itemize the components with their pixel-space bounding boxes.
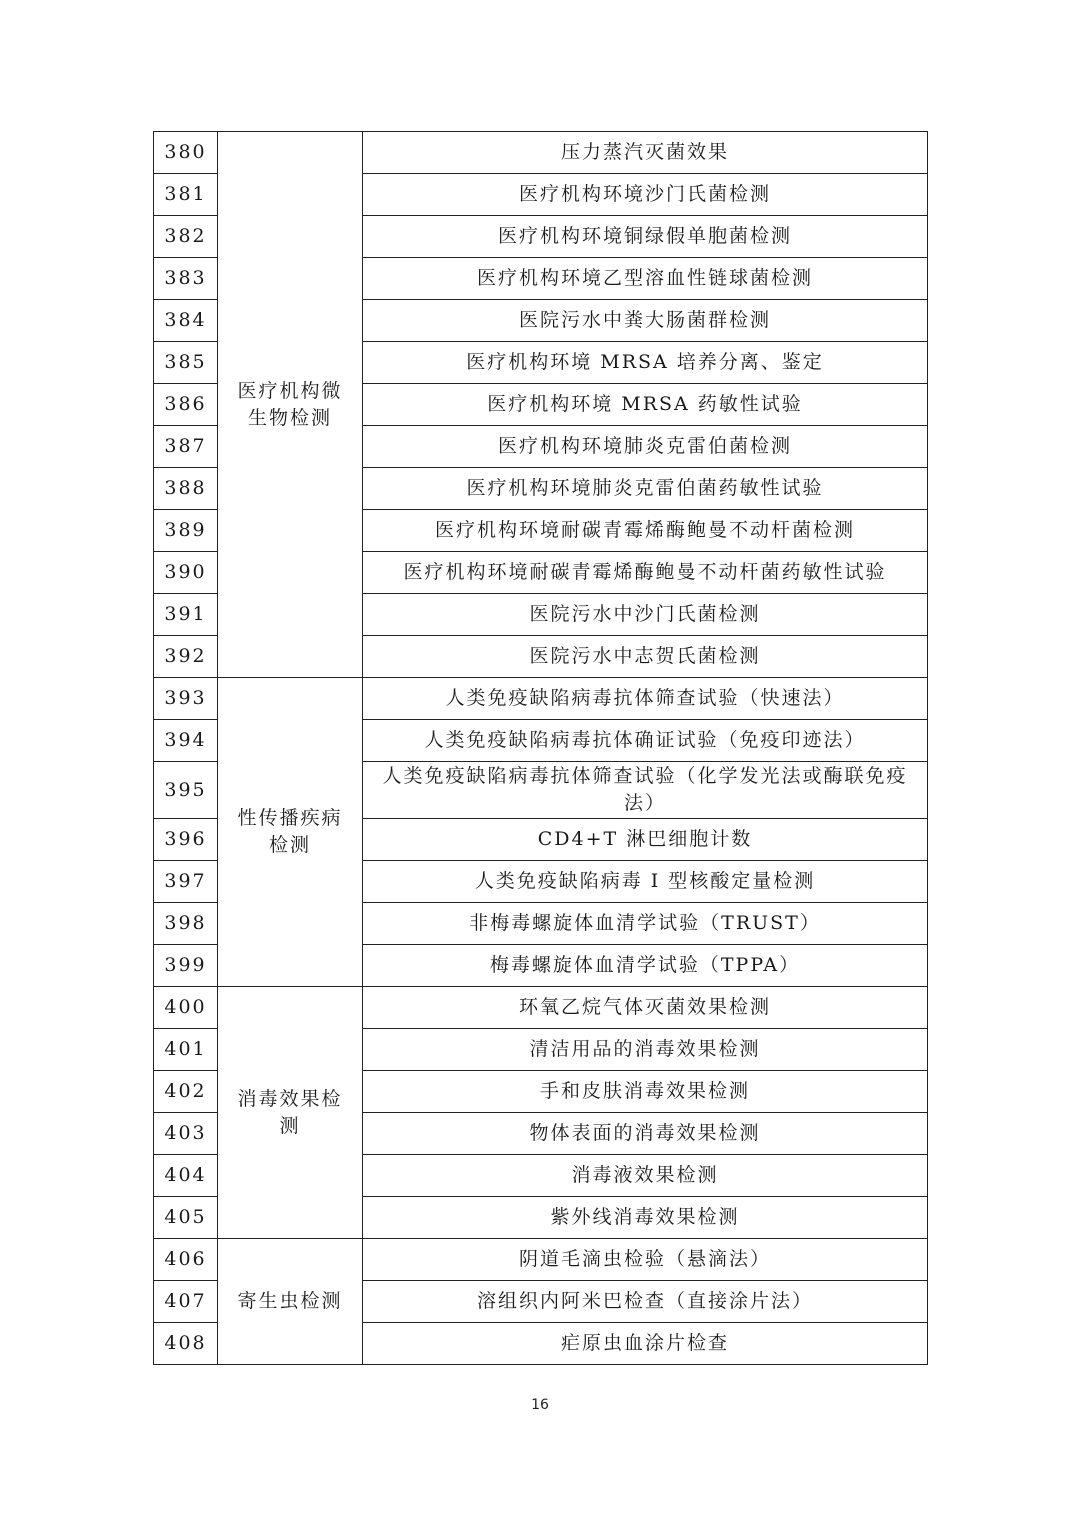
test-item: 医疗机构环境耐碳青霉烯酶鲍曼不动杆菌药敏性试验 — [363, 552, 928, 594]
row-number: 406 — [154, 1239, 218, 1281]
row-number: 385 — [154, 342, 218, 384]
test-item: 消毒液效果检测 — [363, 1155, 928, 1197]
test-item: 医疗机构环境乙型溶血性链球菌检测 — [363, 258, 928, 300]
row-number: 405 — [154, 1197, 218, 1239]
test-item: 梅毒螺旋体血清学试验（TPPA） — [363, 945, 928, 987]
test-item: 清洁用品的消毒效果检测 — [363, 1029, 928, 1071]
page-number: 16 — [531, 1397, 549, 1413]
table-body — [154, 132, 928, 1365]
table-row — [154, 987, 928, 1029]
test-item: 医院污水中志贺氏菌检测 — [363, 636, 928, 678]
test-item: 手和皮肤消毒效果检测 — [363, 1071, 928, 1113]
test-item: 溶组织内阿米巴检查（直接涂片法） — [363, 1281, 928, 1323]
table-row — [154, 678, 928, 720]
row-number: 380 — [154, 132, 218, 174]
test-item: 人类免疫缺陷病毒 I 型核酸定量检测 — [363, 861, 928, 903]
test-item: 人类免疫缺陷病毒抗体筛查试验（快速法） — [363, 678, 928, 720]
test-item: 医院污水中沙门氏菌检测 — [363, 594, 928, 636]
test-item: 疟原虫血涂片检查 — [363, 1323, 928, 1365]
test-item: 人类免疫缺陷病毒抗体筛查试验（化学发光法或酶联免疫法） — [363, 762, 928, 819]
test-item: 人类免疫缺陷病毒抗体确证试验（免疫印迹法） — [363, 720, 928, 762]
row-number: 394 — [154, 720, 218, 762]
row-number: 400 — [154, 987, 218, 1029]
test-item: 非梅毒螺旋体血清学试验（TRUST） — [363, 903, 928, 945]
row-number: 384 — [154, 300, 218, 342]
row-number: 399 — [154, 945, 218, 987]
test-item: 阴道毛滴虫检验（悬滴法） — [363, 1239, 928, 1281]
category-cell: 消毒效果检 测 — [218, 987, 363, 1239]
test-item: 医疗机构环境肺炎克雷伯菌检测 — [363, 426, 928, 468]
test-item: 医疗机构环境肺炎克雷伯菌药敏性试验 — [363, 468, 928, 510]
test-item: 物体表面的消毒效果检测 — [363, 1113, 928, 1155]
row-number: 393 — [154, 678, 218, 720]
category-cell: 性传播疾病 检测 — [218, 678, 363, 987]
test-item: 医疗机构环境 MRSA 培养分离、鉴定 — [363, 342, 928, 384]
row-number: 388 — [154, 468, 218, 510]
test-item: 医疗机构环境 MRSA 药敏性试验 — [363, 384, 928, 426]
table-row — [154, 1239, 928, 1281]
row-number: 391 — [154, 594, 218, 636]
row-number: 386 — [154, 384, 218, 426]
row-number: 408 — [154, 1323, 218, 1365]
row-number: 383 — [154, 258, 218, 300]
test-item: 医疗机构环境沙门氏菌检测 — [363, 174, 928, 216]
test-item: CD4+T 淋巴细胞计数 — [363, 819, 928, 861]
row-number: 404 — [154, 1155, 218, 1197]
test-item: 紫外线消毒效果检测 — [363, 1197, 928, 1239]
test-item: 环氧乙烷气体灭菌效果检测 — [363, 987, 928, 1029]
row-number: 387 — [154, 426, 218, 468]
category-cell: 寄生虫检测 — [218, 1239, 363, 1365]
test-items-table — [153, 131, 928, 1365]
row-number: 381 — [154, 174, 218, 216]
row-number: 407 — [154, 1281, 218, 1323]
test-item: 医疗机构环境耐碳青霉烯酶鲍曼不动杆菌检测 — [363, 510, 928, 552]
category-cell: 医疗机构微 生物检测 — [218, 132, 363, 678]
test-item: 医疗机构环境铜绿假单胞菌检测 — [363, 216, 928, 258]
row-number: 401 — [154, 1029, 218, 1071]
row-number: 392 — [154, 636, 218, 678]
row-number: 397 — [154, 861, 218, 903]
row-number: 395 — [154, 762, 218, 819]
row-number: 402 — [154, 1071, 218, 1113]
test-item: 压力蒸汽灭菌效果 — [363, 132, 928, 174]
row-number: 403 — [154, 1113, 218, 1155]
table-row — [154, 132, 928, 174]
row-number: 398 — [154, 903, 218, 945]
row-number: 390 — [154, 552, 218, 594]
row-number: 396 — [154, 819, 218, 861]
row-number: 389 — [154, 510, 218, 552]
test-item: 医院污水中粪大肠菌群检测 — [363, 300, 928, 342]
row-number: 382 — [154, 216, 218, 258]
